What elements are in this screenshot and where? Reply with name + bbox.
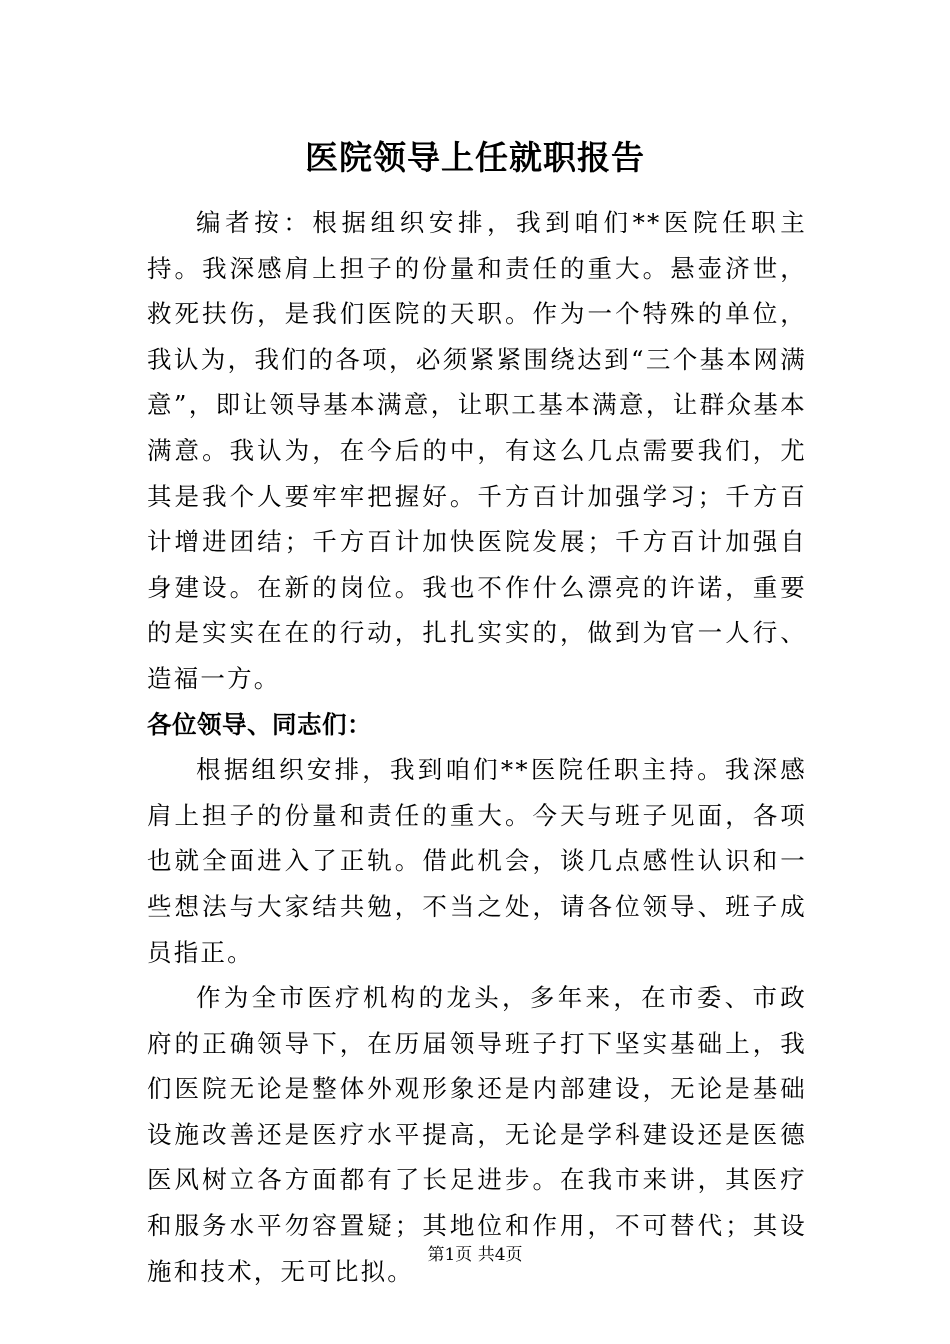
page-number-footer: 第1页 共4页	[427, 1245, 523, 1265]
document-title: 医院领导上任就职报告	[305, 138, 645, 177]
body-paragraph: 作为全市医疗机构的龙头，多年来，在市委、市政府的正确领导下，在历届领导班子打下坚实基础上，我们医院无论是整体外观形象还是内部建设，无论是基础设施改善还是医疗水平提高，无论是学科建设还是医德医风树立各方面都有了长足进步。在我市来讲，其医疗和服务水平勿容置疑；其地位和作用，不可替代；其设施和技术，无可比拟。	[147, 983, 807, 1286]
document-body	[147, 200, 807, 1294]
salutation: 各位领导、同志们：	[147, 709, 372, 739]
body-paragraph: 根据组织安排，我到咱们**医院任职主持。我深感肩上担子的份量和责任的重大。今天与班子见面，各项也就全面进入了正轨。借此机会，谈几点感性认识和一些想法与大家结共勉，不当之处，请各位领导、班子成员指正。	[147, 755, 807, 967]
editor-note-paragraph: 编者按：根据组织安排，我到咱们**医院任职主持。我深感肩上担子的份量和责任的重大。悬壶济世，救死扶伤，是我们医院的天职。作为一个特殊的单位，我认为，我们的各项，必须紧紧围绕达到“三个基本网满意”，即让领导基本满意，让职工基本满意，让群众基本满意。我认为，在今后的中，有这么几点需要我们，尤其是我个人要牢牢把握好。千方百计加强学习；千方百计增进团结；千方百计加快医院发展；千方百计加强自身建设。在新的岗位。我也不作什么漂亮的许诺，重要的是实实在在的行动，扎扎实实的，做到为官一人行、造福一方。	[147, 208, 807, 693]
